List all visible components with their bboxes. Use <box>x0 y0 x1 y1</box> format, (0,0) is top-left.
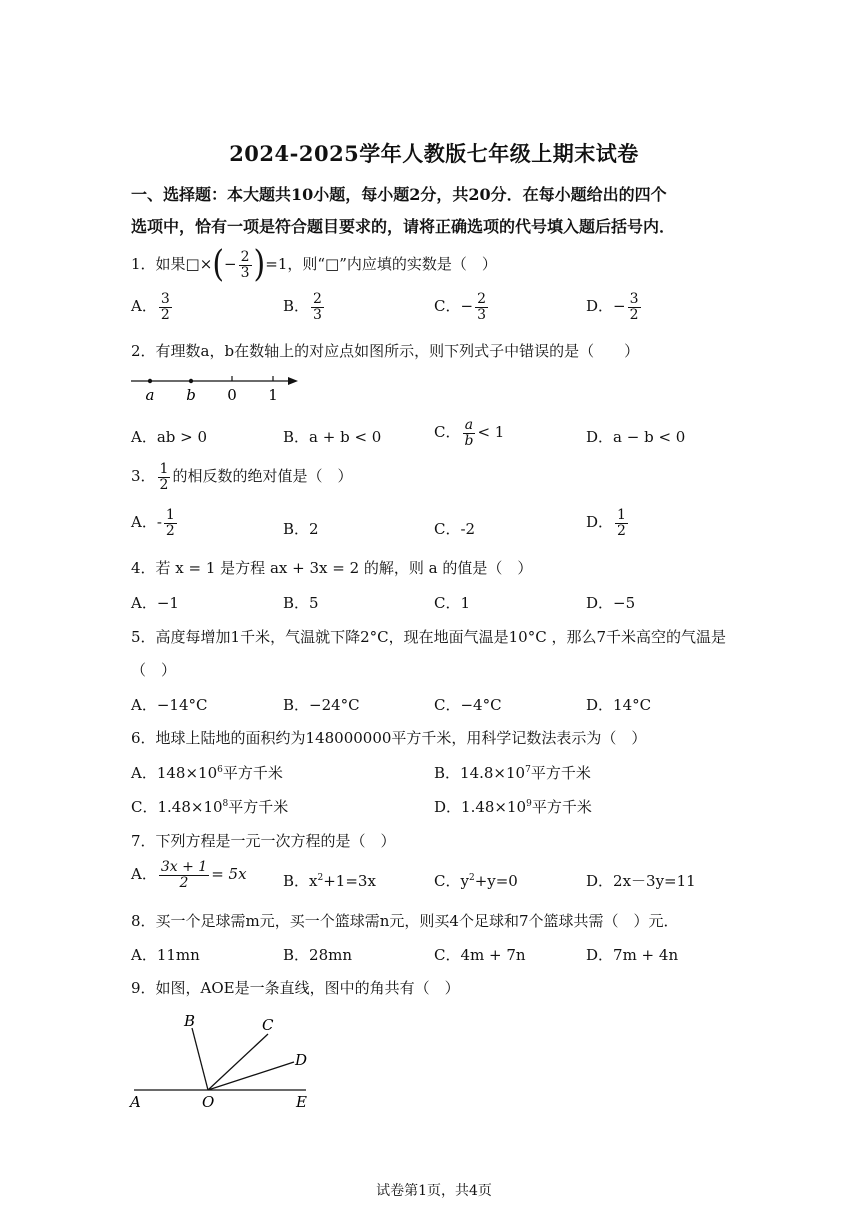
q8-option-c[interactable]: C．4m + 7n <box>434 946 526 964</box>
q5-option-c[interactable]: C．−4°C <box>434 696 502 714</box>
label-o: O <box>202 1093 215 1111</box>
point-b <box>189 379 193 383</box>
question-3: 3． $\frac{1}{2}$ 的相反数的绝对值是（ ） <box>131 461 353 493</box>
q2-option-b[interactable]: B．a + b < 0 <box>283 428 382 446</box>
q4-option-b[interactable]: B．5 <box>283 594 319 612</box>
q1-option-d[interactable]: D．− $\frac{3}{2}$ <box>586 291 639 323</box>
question-5-line2: （ ） <box>131 661 177 679</box>
q8-option-d[interactable]: D．7m + 4n <box>586 946 679 964</box>
ray-oc <box>208 1034 268 1090</box>
question-6: 6．地球上陆地的面积约为148000000平方千米，用科学记数法表示为（ ） <box>131 729 647 747</box>
label-d: D <box>295 1051 308 1069</box>
q8-option-a[interactable]: A．11mn <box>131 946 200 964</box>
q4-option-a[interactable]: A．−1 <box>131 594 179 612</box>
question-7: 7．下列方程是一元一次方程的是（ ） <box>131 832 396 850</box>
question-9: 9．如图，AOE是一条直线，图中的角共有（ ） <box>131 979 460 997</box>
q6-option-a[interactable]: A．$148\times 10^6$平方千米 <box>131 764 283 782</box>
q4-option-c[interactable]: C．1 <box>434 594 471 612</box>
section-header-line2: 选项中，恰有一项是符合题目要求的，请将正确选项的代号填入题后括号内． <box>131 217 676 236</box>
q7-option-b[interactable]: B．$x^2+1=3x$ <box>283 872 376 890</box>
axis-label-1: 1 <box>268 386 278 404</box>
label-e: E <box>296 1093 307 1111</box>
q1-option-b[interactable]: B． $\frac{2}{3}$ <box>283 291 322 323</box>
q3-option-d[interactable]: D． $\frac{1}{2}$ <box>586 507 626 539</box>
number-line-figure <box>128 370 303 406</box>
q7-option-c[interactable]: C．$y^2+y=0$ <box>434 872 518 890</box>
exam-title: 2024-2025学年人教版七年级上期末试卷 <box>229 141 639 166</box>
label-c: C <box>262 1016 274 1034</box>
page-footer: 试卷第1页，共4页 <box>376 1183 492 1199</box>
q4-option-d[interactable]: D．−5 <box>586 594 636 612</box>
q3-option-c[interactable]: C．-2 <box>434 520 476 538</box>
q2-option-d[interactable]: D．a − b < 0 <box>586 428 686 446</box>
label-a: A <box>130 1093 141 1111</box>
q3-option-b[interactable]: B．2 <box>283 520 319 538</box>
q2-option-a[interactable]: A．ab > 0 <box>131 428 208 446</box>
question-1: 1．如果□×(− $\frac{2}{3}$ )=1，则“□”内应填的实数是（ ） <box>131 243 497 286</box>
axis-label-0: 0 <box>227 386 237 404</box>
question-2: 2．有理数a，b在数轴上的对应点如图所示，则下列式子中错误的是（ ） <box>131 342 640 360</box>
ray-od <box>208 1062 294 1090</box>
q2-option-c[interactable]: C． $\frac{a}{b}$ < 1 <box>434 417 505 449</box>
axis-label-b: b <box>186 386 196 404</box>
q3-option-a[interactable]: A．- $\frac{1}{2}$ <box>131 507 175 539</box>
question-8: 8．买一个足球需m元，买一个篮球需n元，则买4个足球和7个篮球共需（ ）元． <box>131 912 679 930</box>
q5-option-d[interactable]: D．14°C <box>586 696 652 714</box>
q6-option-c[interactable]: C．$1.48\times 10^8$平方千米 <box>131 798 289 816</box>
q5-option-b[interactable]: B．−24°C <box>283 696 360 714</box>
q7-option-a[interactable]: A． $\frac{3x + 1}{2}$ = 5x <box>131 859 247 891</box>
q5-option-a[interactable]: A．−14°C <box>131 696 208 714</box>
q8-option-b[interactable]: B．28mn <box>283 946 352 964</box>
q1-option-c[interactable]: C．− $\frac{2}{3}$ <box>434 291 486 323</box>
point-a <box>148 379 152 383</box>
q7-option-d[interactable]: D．2x－3y=11 <box>586 872 696 890</box>
question-5-line1: 5．高度每增加1千米，气温就下降2°C，现在地面气温是10°C ，那么7千米高空的气温是 <box>131 628 726 646</box>
question-4: 4．若 x = 1 是方程 ax + 3x = 2 的解，则 a 的值是（ ） <box>131 559 533 577</box>
q1-option-a[interactable]: A． $\frac{3}{2}$ <box>131 291 170 323</box>
section-header-line1: 一、选择题：本大题共10小题，每小题2分，共20分．在每小题给出的四个 <box>131 185 667 204</box>
axis-label-a: a <box>145 386 155 404</box>
q6-option-b[interactable]: B．$14.8\times 10^7$平方千米 <box>434 764 591 782</box>
ray-ob <box>192 1028 208 1090</box>
q6-option-d[interactable]: D．$1.48\times 10^9$平方千米 <box>434 798 592 816</box>
angle-figure <box>126 1008 326 1112</box>
label-b: B <box>184 1012 196 1030</box>
